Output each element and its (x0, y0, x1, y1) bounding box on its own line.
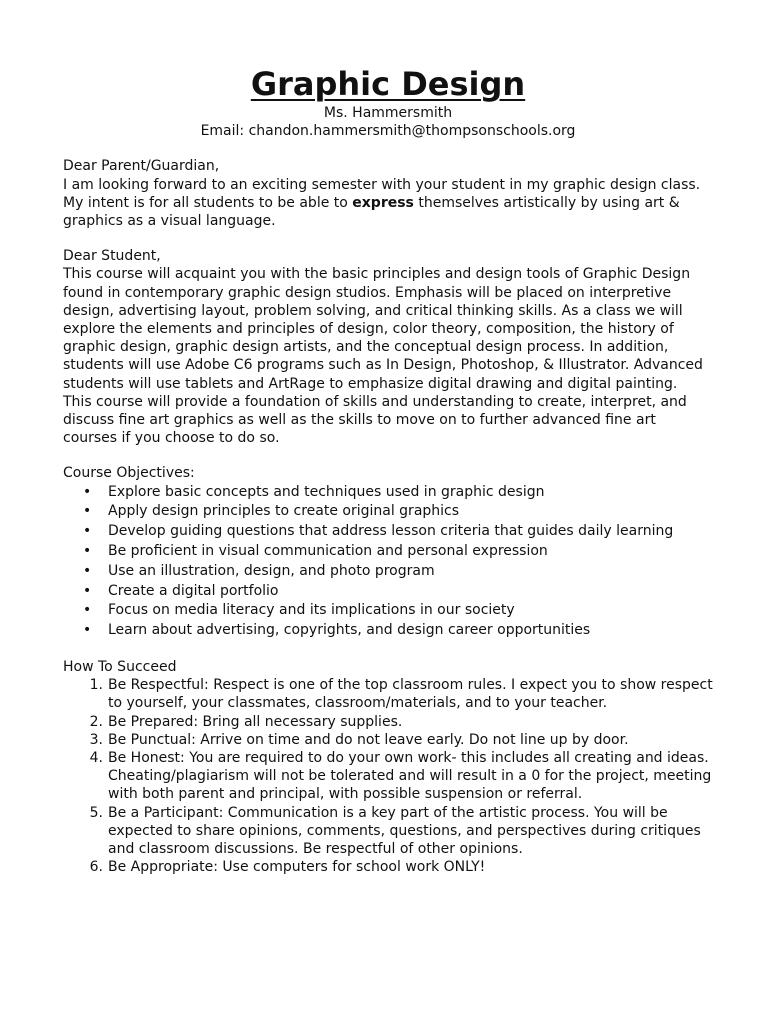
rule-text: Be a Participant: Communication is a key part of the artistic process. You will be expected to share opinions, comments, questions, and perspectives during critiques and classroom discussions. Be respectful of other opinions. (108, 804, 701, 858)
item-number: 1 . (73, 676, 103, 694)
list-item (63, 676, 713, 712)
parent-text-start: I am looking forward to an exciting semester with your student in my graphic design class. My intent is for all students to be able to (63, 176, 701, 211)
document-page (63, 64, 713, 876)
list-item (63, 542, 713, 560)
bullet-icon: • (83, 582, 92, 599)
item-number: 3 . (73, 731, 103, 749)
objective-text: Develop guiding questions that address lesson criteria that guides daily learning (108, 523, 674, 540)
spacer (63, 140, 713, 157)
student-paragraph-course-description: This course will acquaint you with the basic principles and design tools of Graphic Design found in contemporary graphic design studios. Emphasis will be placed on interpretive design, advertising layout, problem solving, and critical thinking skills. As a class we will explore the elements and principles of design, color theory, composition, the history of graphic design, graphic design artists, and the conceptual design process. In addition, students will use Adobe C6 programs such as In Design, Photoshop, & Illustrator. Advanced students will use tablets and ArtRage to emphasize digital drawing and digital painting. (63, 266, 703, 392)
course-objectives (63, 464, 713, 639)
student-salutation: Dear Student, (63, 248, 161, 265)
objective-text: Be proficient in visual communication and personal expression (108, 543, 548, 560)
list-item (63, 713, 713, 731)
spacer (63, 641, 713, 658)
rule-text: Be Appropriate: Use computers for school work ONLY! (108, 859, 486, 876)
teacher-email: Email: chandon.hammersmith@thompsonschools.org (200, 123, 576, 140)
parent-salutation: Dear Parent/Guardian, (63, 158, 220, 175)
objectives-heading: Course Objectives: (63, 465, 195, 482)
list-item (63, 804, 713, 859)
list-item (63, 621, 713, 639)
bullet-icon: • (83, 602, 92, 619)
student-paragraph-foundation: This course will provide a foundation of skills and understanding to create, interpret, and discuss fine art graphics as well as the skills to move on to further advanced fine art courses if you choose to do so. (63, 393, 687, 447)
item-number: 6 . (73, 858, 103, 876)
student-letter (63, 247, 713, 447)
item-number: 2 . (73, 713, 103, 731)
bullet-icon: • (83, 523, 92, 540)
bullet-icon: • (83, 543, 92, 560)
list-item (63, 858, 713, 876)
rule-text: Be Prepared: Bring all necessary supplies. (108, 713, 403, 730)
rule-text: Be Punctual: Arrive on time and do not leave early. Do not line up by door. (108, 731, 629, 748)
spacer (63, 230, 713, 247)
bullet-icon: • (83, 503, 92, 520)
item-number: 5 . (73, 804, 103, 822)
parent-letter (63, 157, 713, 230)
rule-text: Be Honest: You are required to do your own work- this includes all creating and ideas. Cheating/plagiarism will not be tolerated and will result in a 0 for the project, meeting with both parent and principal, with possible suspension or referral. (108, 750, 712, 803)
objectives-list (63, 483, 713, 640)
succeed-list (63, 676, 713, 876)
teacher-name: Ms. Hammersmith (323, 105, 453, 121)
succeed-heading: How To Succeed (63, 659, 177, 676)
spacer (63, 447, 713, 464)
list-item (63, 601, 713, 619)
bullet-icon: • (83, 562, 92, 579)
parent-paragraph (63, 176, 713, 231)
document-title: Graphic Design (250, 65, 526, 103)
list-item (63, 502, 713, 520)
list-item (63, 731, 713, 749)
objective-text: Explore basic concepts and techniques used in graphic design (108, 483, 545, 500)
list-item (63, 483, 713, 501)
objective-text: Apply design principles to create original graphics (108, 503, 460, 520)
objective-text: Use an illustration, design, and photo program (108, 562, 435, 579)
express-emphasis: express (352, 194, 414, 211)
bullet-icon: • (83, 483, 92, 500)
objective-text: Focus on media literacy and its implications in our society (108, 602, 515, 619)
list-item (63, 522, 713, 540)
bullet-icon: • (83, 622, 92, 639)
objective-text: Learn about advertising, copyrights, and design career opportunities (108, 622, 591, 639)
item-number: 4 . (73, 749, 103, 767)
parent-text-end: themselves artistically by using art & graphics as a visual language. (63, 194, 680, 230)
list-item (63, 582, 713, 600)
rule-text: Be Respectful: Respect is one of the top classroom rules. I expect you to show respect to yourself, your classmates, classroom/materials, and to your teacher. (108, 677, 713, 712)
how-to-succeed (63, 658, 713, 876)
list-item (63, 749, 713, 804)
list-item (63, 562, 713, 580)
objective-text: Create a digital portfolio (108, 582, 279, 599)
